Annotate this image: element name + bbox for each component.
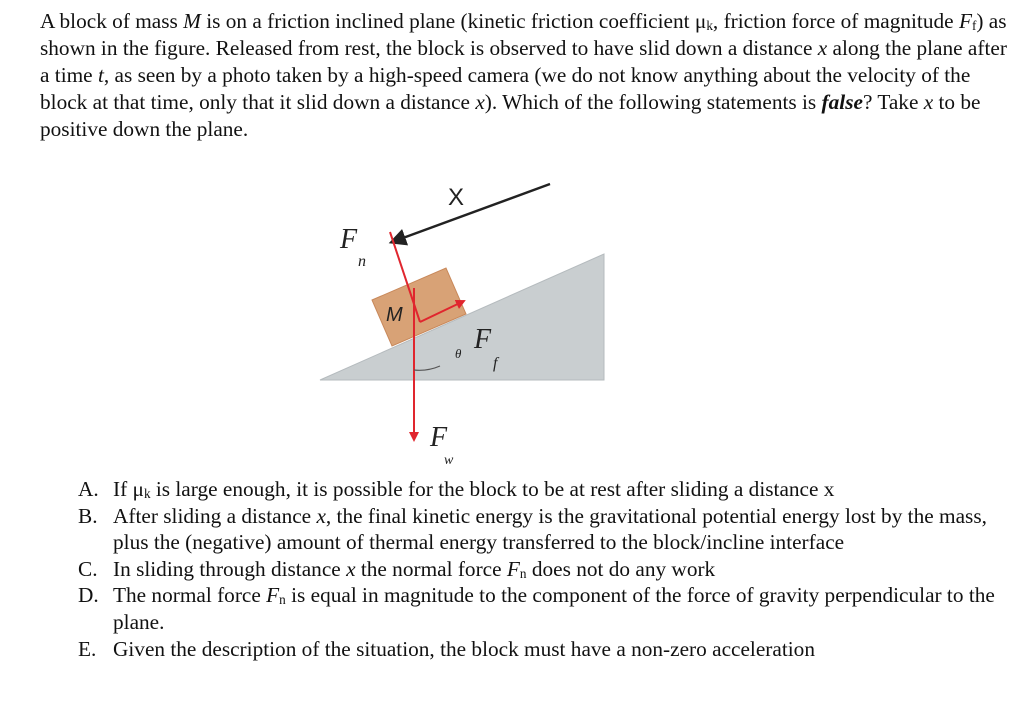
normal-force-sub: n [358,253,366,270]
option-b[interactable]: B. After sliding a distance x, the final kinetic energy is the gravitational potential energy lost by the mass, plus the (negative) amount of thermal energy transferred to the block/incline interface [78,503,987,555]
option-a[interactable]: A. If $\mu_k$ is large enough, it is possible for the block to be at rest after sliding a distance x [78,477,835,501]
displacement-label: X [448,184,465,211]
block-label: M [386,304,403,326]
false-emphasis: false [821,90,863,114]
theta-label: θ [455,346,462,361]
option-letter: A. [78,477,99,501]
weight-force-sub: w [444,453,454,468]
normal-force-label: F [340,224,358,255]
option-letter: E. [78,636,97,661]
friction-force-label: F [474,324,492,355]
friction-force-sub: f [493,355,498,372]
weight-force-label: F [430,422,448,453]
answer-options [78,476,1022,662]
option-letter: B. [78,503,98,528]
displacement-arrow [392,184,550,242]
question-text: A block of mass M is on a friction inclined plane (kinetic friction coefficient $\mu_k$, friction force of magnitude $F_f$) as shown in the figure. Released from rest, the block is observed to have slid down a distance x along the plane after a time t, as seen by a photo taken by a high-speed camera (we do not know anything about the velocity of the block at that time, only that it slid down a distance x). Which of the following statements is false? Take x to be positive down the plane. [40,9,1007,141]
option-letter: D. [78,583,99,608]
incline-diagram [290,170,640,470]
option-c[interactable]: C. In sliding through distance x the normal force $F_n$ does not do any work [78,556,716,581]
incline-figure [290,170,640,470]
incline-plane [320,254,604,380]
option-e[interactable]: E. Given the description of the situation, the block must have a non-zero acceleration [78,636,815,661]
option-letter: C. [78,556,98,581]
option-d[interactable]: D. The normal force $F_n$ is equal in magnitude to the component of the force of gravity perpendicular to the plane. [78,583,995,634]
